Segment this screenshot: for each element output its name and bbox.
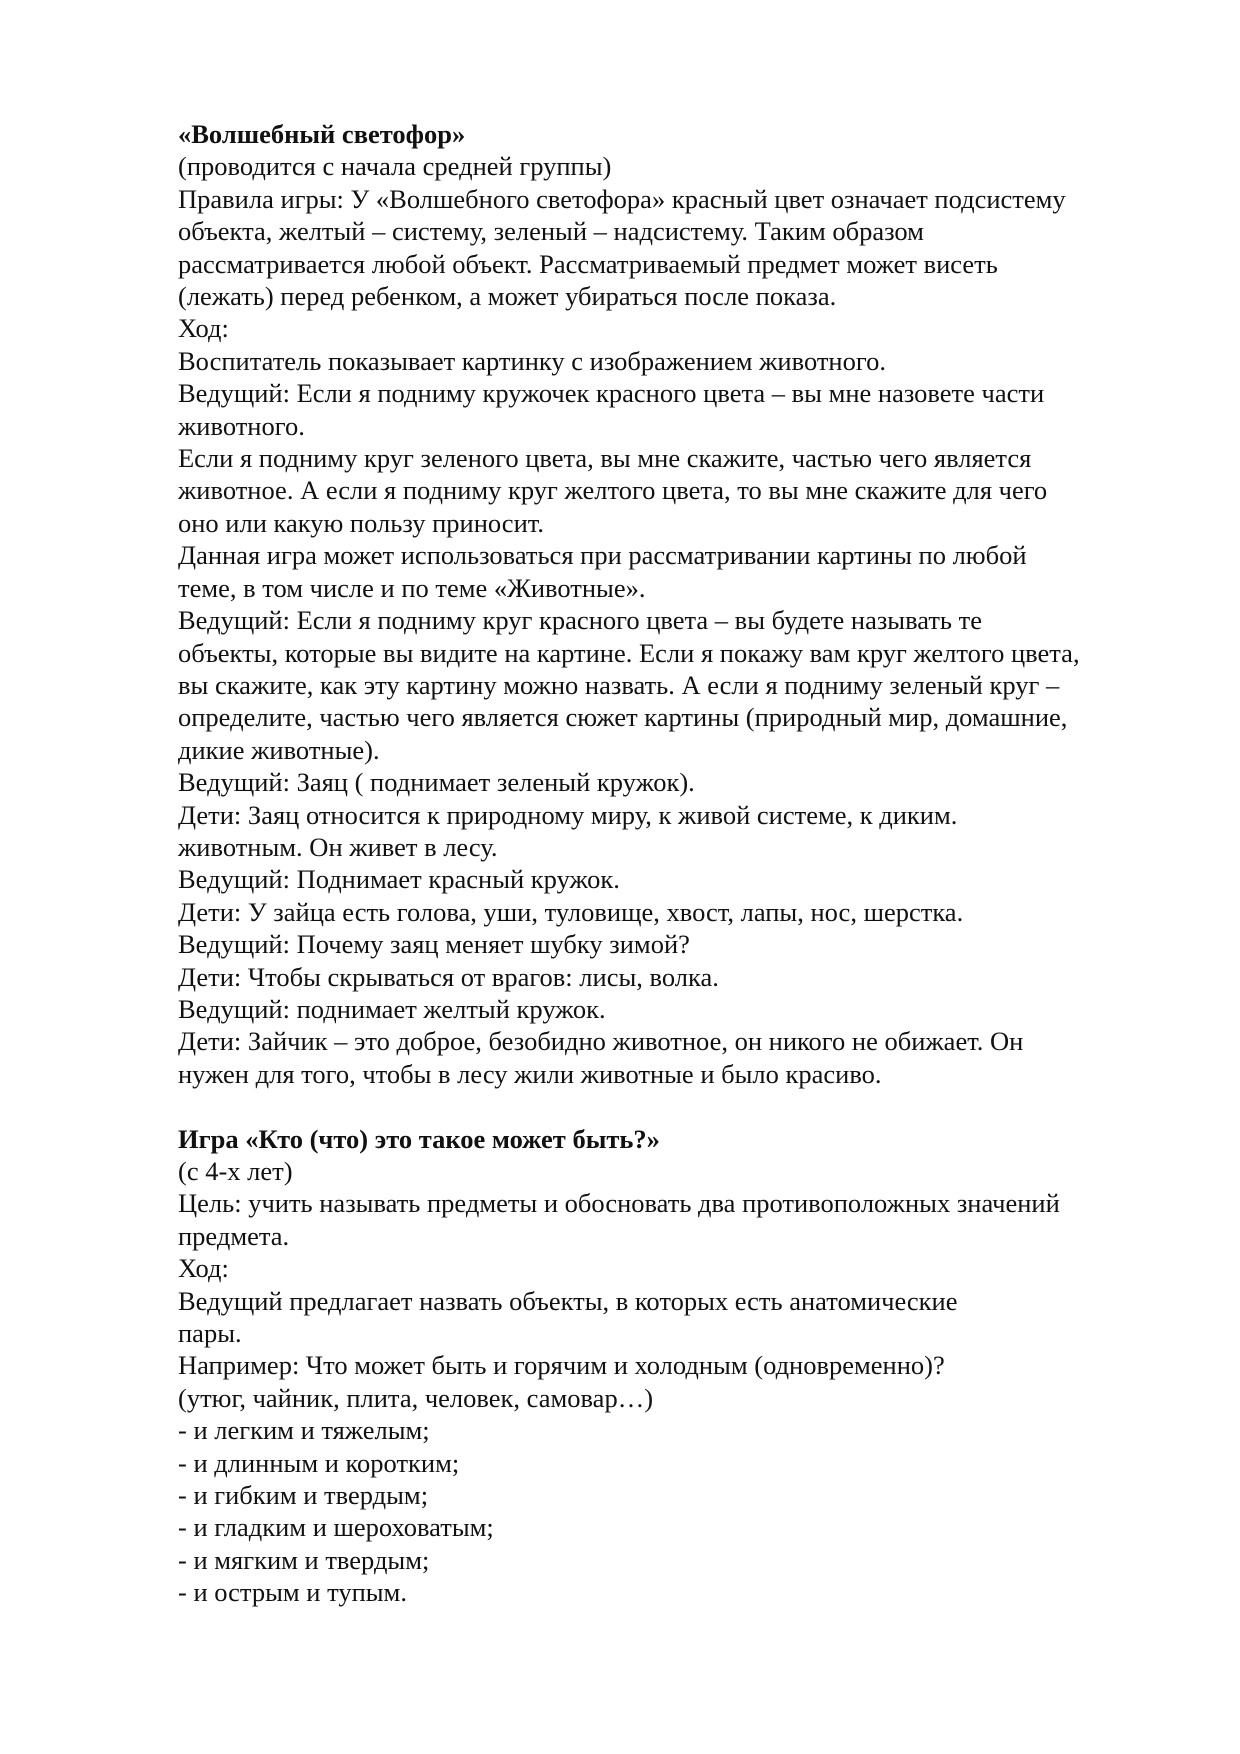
section-magic-traffic-light — [178, 118, 1168, 1090]
text-line: Ведущий: Если я подниму круг красного цвета – вы будете называть те — [178, 605, 982, 636]
list-item: - и гибким и твердым; — [178, 1480, 429, 1511]
list-item: - и гладким и шероховатым; — [178, 1512, 494, 1543]
text-line: Данная игра может использоваться при рассматривании картины по любой — [178, 540, 1027, 571]
text-line: определите, частью чего является сюжет картины (природный мир, домашние, — [178, 702, 1068, 733]
text-line: оно или какую пользу приносит. — [178, 507, 544, 538]
text-line: (с 4-х лет) — [178, 1155, 293, 1186]
text-line: (лежать) перед ребенком, а может убираться после показа. — [178, 281, 837, 312]
text-line: Ведущий: Поднимает красный кружок. — [178, 864, 620, 895]
text-line: Дети: Чтобы скрываться от врагов: лисы, волка. — [178, 961, 719, 992]
text-line: дикие животные). — [178, 734, 380, 765]
text-line: нужен для того, чтобы в лесу жили животные и было красиво. — [178, 1058, 882, 1089]
text-line: предмета. — [178, 1220, 290, 1251]
text-line: Ход: — [178, 313, 229, 344]
text-line: Ход: — [178, 1253, 229, 1284]
text-line: животным. Он живет в лесу. — [178, 831, 498, 862]
text-line: пары. — [178, 1318, 242, 1349]
list-item: - и мягким и твердым; — [178, 1544, 430, 1575]
text-line: Цель: учить называть предметы и обосновать два противоположных значений — [178, 1188, 1060, 1219]
text-line: Ведущий предлагает назвать объекты, в которых есть анатомические — [178, 1285, 958, 1316]
text-line: объекта, желтый – систему, зеленый – надсистему. Таким образом — [178, 216, 924, 247]
text-line: (утюг, чайник, плита, человек, самовар…) — [178, 1382, 654, 1413]
text-line: Ведущий: Почему заяц меняет шубку зимой? — [178, 929, 690, 960]
section-who-what-can-it-be — [178, 1123, 1168, 1609]
list-item: - и острым и тупым. — [178, 1577, 407, 1608]
list-item: - и длинным и коротким; — [178, 1447, 460, 1478]
section-spacer — [178, 1090, 1168, 1122]
text-line: Воспитатель показывает картинку с изображением животного. — [178, 345, 886, 376]
text-line: животное. А если я подниму круг желтого цвета, то вы мне скажите для чего — [178, 475, 1048, 506]
section-title: Игра «Кто (что) это такое может быть?» — [178, 1123, 660, 1154]
text-line: рассматривается любой объект. Рассматриваемый предмет может висеть — [178, 248, 998, 279]
document-page — [178, 118, 1168, 1609]
text-line: Дети: У зайца есть голова, уши, туловище, хвост, лапы, нос, шерстка. — [178, 896, 964, 927]
text-line: животного. — [178, 410, 305, 441]
text-line: Ведущий: поднимает желтый кружок. — [178, 993, 606, 1024]
text-line: Дети: Заяц относится к природному миру, к живой системе, к диким. — [178, 799, 958, 830]
text-line: Правила игры: У «Волшебного светофора» красный цвет означает подсистему — [178, 183, 1066, 214]
text-line: Например: Что может быть и горячим и холодным (одновременно)? — [178, 1350, 945, 1381]
text-line: Если я подниму круг зеленого цвета, вы мне скажите, частью чего является — [178, 443, 1032, 474]
text-line: объекты, которые вы видите на картине. Если я покажу вам круг желтого цвета, — [178, 637, 1080, 668]
list-item: - и легким и тяжелым; — [178, 1415, 430, 1446]
text-line: Ведущий: Если я подниму кружочек красного цвета – вы мне назовете части — [178, 378, 1045, 409]
text-line: Дети: Зайчик – это доброе, безобидно животное, он никого не обижает. Он — [178, 1026, 1024, 1057]
text-line: Ведущий: Заяц ( поднимает зеленый кружок). — [178, 767, 695, 798]
text-line: теме, в том числе и по теме «Животные». — [178, 572, 646, 603]
section-title: «Волшебный светофор» — [178, 119, 466, 149]
text-line: вы скажите, как эту картину можно назвать. А если я подниму зеленый круг – — [178, 669, 1060, 700]
text-line: (проводится с начала средней группы) — [178, 151, 612, 182]
